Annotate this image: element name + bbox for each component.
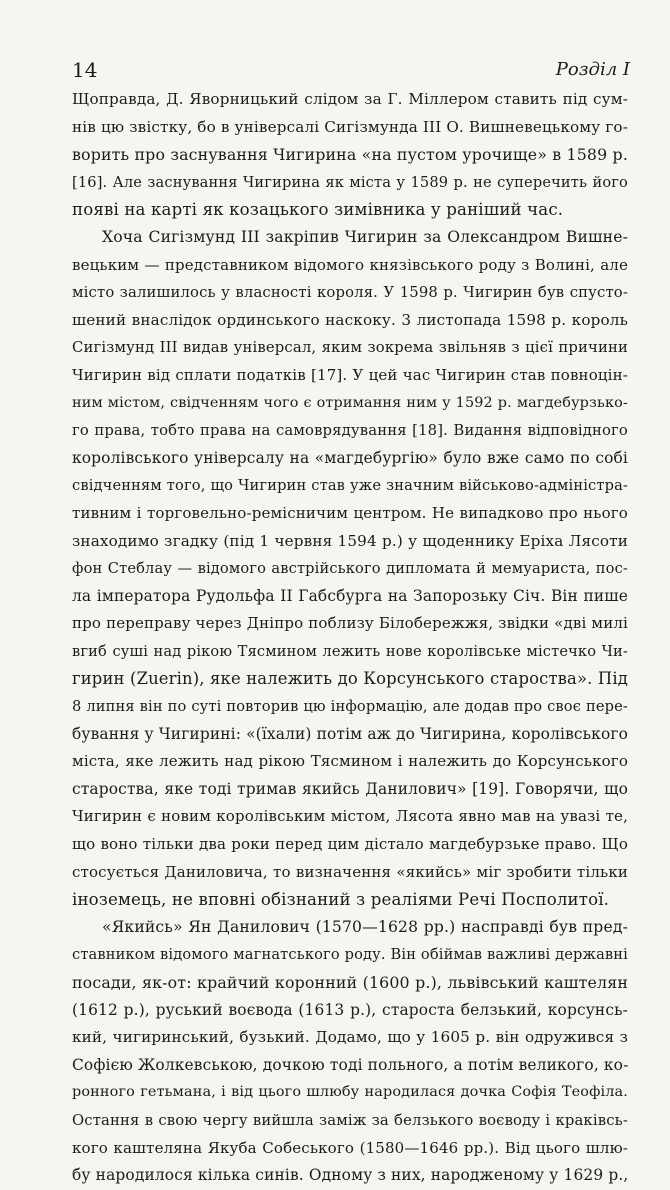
body-text — [72, 86, 628, 1190]
text-line: вецьким — представником відомого князівського роду з Волині, але — [72, 255, 628, 274]
page-header — [72, 58, 630, 82]
text-line: місто залишилось у власності короля. У 1598 р. Чигирин був спусто- — [72, 284, 628, 302]
text-line: гирин (Zuerin), яке належить до Корсунського староства». Під — [72, 669, 628, 689]
text-line: ставником відомого магнатського роду. Він обіймав важливі державні — [72, 946, 628, 964]
text-line: тивним і торговельно-ремісничим центром. Не випадково про нього — [72, 503, 628, 522]
text-line: королівського універсалу на «магдебургію» було вже само по собі — [72, 448, 628, 467]
text-line: міста, яке лежить над рікою Тясмином і належить до Корсунського — [72, 752, 628, 771]
page-number: 14 — [72, 58, 98, 82]
text-line: ла імператора Рудольфа II Габсбурга на Запорозьку Січ. Він пише — [72, 586, 628, 605]
text-line: ним містом, свідченням чого є отримання ним у 1592 р. магдебурзько- — [72, 394, 628, 411]
text-line: (1612 р.), руський воєвода (1613 р.), староста белзький, корсунсь- — [72, 1000, 628, 1019]
text-line: свідченням того, що Чигирин став уже значним військово-адміністра- — [72, 477, 628, 495]
text-line: посади, як-от: крайчий коронний (1600 р.), львівський каштелян — [72, 973, 628, 992]
text-line: «Якийсь» Ян Данилович (1570—1628 рр.) насправді був пред- — [102, 917, 628, 936]
text-line: староства, яке тоді тримав якийсь Данилович» [19]. Говорячи, що — [72, 779, 628, 798]
text-line: ронного гетьмана, і від цього шлюбу народилася дочка Софія Теофіла. — [72, 1084, 628, 1101]
text-line: Остання в свою чергу вийшла заміж за белзького воєводу і краківсь- — [72, 1111, 628, 1129]
text-line: знаходимо згадку (під 1 червня 1594 р.) у щоденнику Еріха Лясоти — [72, 531, 628, 550]
text-line: стосується Даниловича, то визначення «якийсь» міг зробити тільки — [72, 862, 628, 881]
text-line: бування у Чигирині: «(їхали) потім аж до Чигирина, королівського — [72, 724, 628, 743]
text-line: бу народилося кілька синів. Одному з них, народженому у 1629 р., — [72, 1166, 629, 1185]
text-line: Чигирин від сплати податків [17]. У цей час Чигирин став повноцін- — [72, 365, 628, 384]
text-line: появі на карті як козацького зимівника у раніший час. — [72, 200, 564, 220]
text-line: Щоправда, Д. Яворницький слідом за Г. Міллером ставить під сум- — [72, 90, 628, 108]
text-line: що воно тільки два роки перед цим дістало магдебурзьке право. Що — [72, 835, 628, 854]
text-line: 8 липня він по суті повторив цю інформацію, але додав про своє пере- — [72, 698, 628, 716]
text-line: Софією Жолкевською, дочкою тоді польного, а потім великого, ко- — [72, 1055, 629, 1074]
text-line: іноземець, не вповні обізнаний з реаліями Речі Посполитої. — [72, 890, 610, 910]
text-line: кий, чигиринський, бузький. Додамо, що у 1605 р. він одружився з — [72, 1028, 628, 1047]
text-line: [16]. Але заснування Чигирина як міста у 1589 р. не суперечить його — [72, 173, 628, 191]
chapter-running-head: Розділ І — [555, 59, 630, 80]
text-line: фон Стеблау — відомого австрійського дипломата й мемуариста, пос- — [72, 560, 628, 578]
text-line: шений внаслідок ординського наскоку. 3 листопада 1598 р. король — [72, 310, 628, 329]
text-line: ворить про заснування Чигирина «на пустом урочище» в 1589 р. — [72, 145, 628, 165]
text-line: Чигирин є новим королівським містом, Лясота явно мав на увазі те, — [72, 807, 628, 826]
text-line: про переправу через Дніпро поблизу Білобережжя, звідки «дві милі — [72, 614, 628, 633]
text-line: вгиб суші над рікою Тясмином лежить нове королівське містечко Чи- — [72, 642, 628, 660]
text-line: нів цю звістку, бо в універсалі Сигізмунда III О. Вишневецькому го- — [72, 117, 628, 136]
text-line: Сигізмунд III видав універсал, яким зокрема звільняв з цієї причини — [72, 339, 628, 357]
text-line: го права, тобто права на самоврядування [18]. Видання відповідного — [72, 422, 628, 440]
text-line: кого каштеляна Якуба Собеського (1580—1646 рр.). Від цього шлю- — [72, 1138, 628, 1157]
text-line: Хоча Сигізмунд III закріпив Чигирин за Олександром Вишне- — [102, 227, 628, 246]
